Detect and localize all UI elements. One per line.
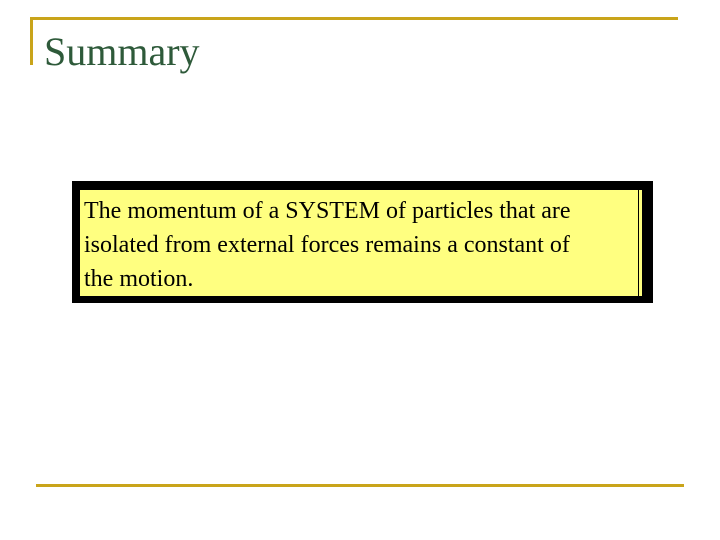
left-decorative-rule (30, 17, 33, 65)
callout-box (72, 181, 653, 303)
callout-text: The momentum of a SYSTEM of particles that are isolated from external forces remains a constant of the motion. (84, 198, 571, 292)
top-decorative-rule (30, 17, 678, 20)
bottom-decorative-rule (36, 484, 684, 487)
callout-panel (80, 190, 645, 296)
slide-title: Summary (44, 29, 200, 74)
